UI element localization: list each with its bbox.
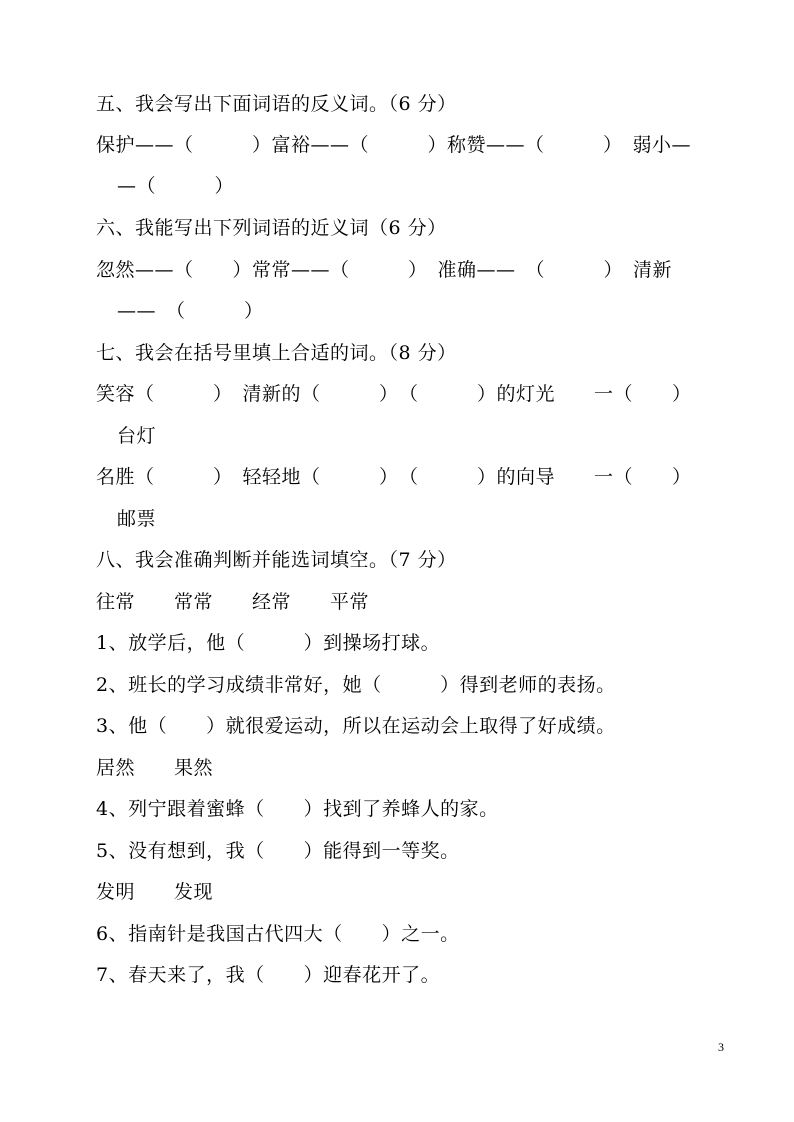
question-1: 1、放学后，他（ ）到操场打球。 xyxy=(96,632,441,654)
question-5: 5、没有想到，我（ ）能得到一等奖。 xyxy=(96,840,460,862)
word-choices-1: 往常 常常 经常 平常 xyxy=(96,591,370,613)
question-7: 7、春天来了，我（ ）迎春花开了。 xyxy=(96,964,441,986)
section-7-line-1: 笑容（ ） 清新的（ ） （ ）的灯光 一（ ） xyxy=(96,383,692,405)
word-choices-3: 发明 发现 xyxy=(96,881,214,903)
question-3: 3、他（ ）就很爱运动，所以在运动会上取得了好成绩。 xyxy=(96,715,616,737)
word-choices-2: 居然 果然 xyxy=(96,757,214,779)
section-7-line-3: 名胜（ ） 轻轻地（ ） （ ）的向导 一（ ） xyxy=(96,466,692,488)
section-7-line-4: 邮票 xyxy=(117,508,157,530)
section-5-line-1: 保护——（ ）富裕——（ ）称赞——（ ） 弱小— xyxy=(96,134,692,156)
section-6-line-2: —— （ ） xyxy=(117,300,264,322)
section-5-heading: 五、我会写出下面词语的反义词。（6 分） xyxy=(96,93,457,115)
question-4: 4、列宁跟着蜜蜂（ ）找到了养蜂人的家。 xyxy=(96,798,499,820)
section-7-heading: 七、我会在括号里填上合适的词。（8 分） xyxy=(96,342,457,364)
section-7-line-2: 台灯 xyxy=(117,425,157,447)
section-6-line-1: 忽然——（ ）常常——（ ） 准确—— （ ） 清新 xyxy=(96,259,673,281)
section-8-heading: 八、我会准确判断并能选词填空。（7 分） xyxy=(96,549,457,571)
section-6-heading: 六、我能写出下列词语的近义词（6 分） xyxy=(96,217,447,239)
question-6: 6、指南针是我国古代四大（ ）之一。 xyxy=(96,923,460,945)
question-2: 2、班长的学习成绩非常好，她（ ）得到老师的表扬。 xyxy=(96,674,616,696)
page-number: 3 xyxy=(718,1040,724,1054)
section-5-line-2: —（ ） xyxy=(117,175,235,197)
